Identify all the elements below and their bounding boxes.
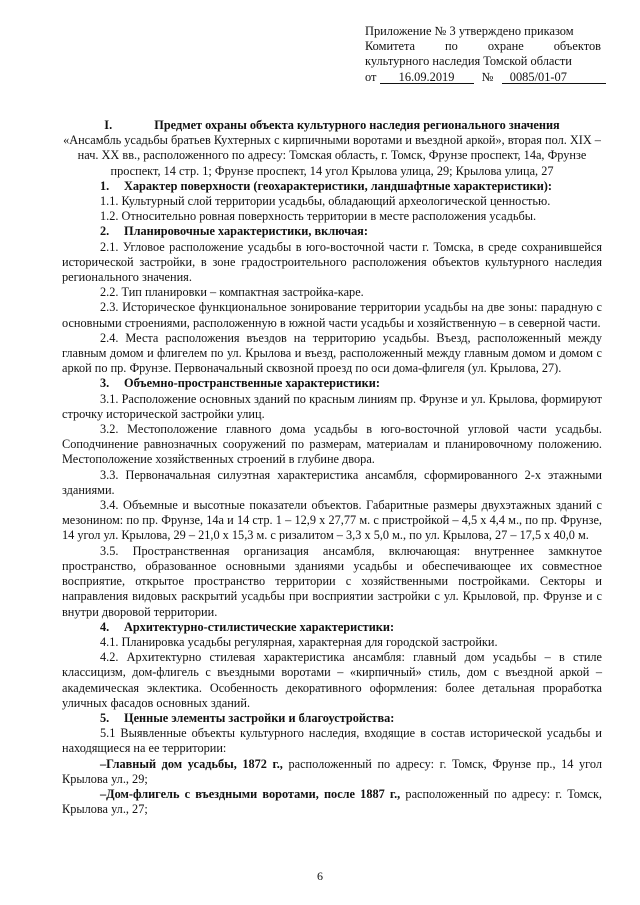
paragraph-3-3: 3.3. Первоначальная силуэтная характеристика ансамбля, сформированного 2-х этажными зданиями. xyxy=(62,467,602,497)
document-body xyxy=(62,118,602,817)
paragraph-4-2: 4.2. Архитектурно стилевая характеристика ансамбля: главный дом усадьбы – в стиле классицизм, дом-флигель с въездными воротами – «кирпичный» стиль, дом с въездной аркой – академическая эклектика. Особенность декоративного оформления: более детальная проработка уличных фасадов основных зданий. xyxy=(62,650,602,710)
main-title-text: Предмет охраны объекта культурного наследия регионального значения xyxy=(154,118,560,132)
approval-header xyxy=(365,24,601,85)
object-description: «Ансамбль усадьбы братьев Кухтерных с кирпичными воротами и въездной аркой», вторая пол. XIX – нач. XX вв., расположенного по адресу: Томская область, г. Томск, Фрунзе проспект, 14а, Фрунзе проспект, 14 стр. 1; Фрунзе проспект, 14 угол Крылова улица, 29; Крылова улица, 27 xyxy=(63,133,601,178)
heritage-item-1: –Главный дом усадьбы, 1872 г., расположенный по адресу: г. Томск, Фрунзе пр., 14 угол Крылова ул., 29; xyxy=(62,756,603,786)
section-2-heading: 2. Планировочные характеристики, включая: xyxy=(100,224,368,239)
main-title xyxy=(62,118,602,133)
paragraph-4-1: 4.1. Планировка усадьбы регулярная, характерная для городской застройки. xyxy=(100,634,498,649)
section-5-heading: 5. Ценные элементы застройки и благоустройства: xyxy=(100,710,395,725)
paragraph-1-1: 1.1. Культурный слой территории усадьбы, обладающий археологической ценностью. xyxy=(100,194,551,209)
section-3-heading: 3. Объемно-пространственные характеристики: xyxy=(100,376,380,391)
heritage-item-2: –Дом-флигель с въездными воротами, после 1887 г., расположенный по адресу: г. Томск, Крылова ул., 27; xyxy=(62,786,602,817)
paragraph-1-2: 1.2. Относительно ровная поверхность территории в месте расположения усадьбы. xyxy=(100,209,537,224)
paragraph-3-1: 3.1. Расположение основных зданий по красным линиям пр. Фрунзе и ул. Крылова, формируют строчку исторической застройки улиц. xyxy=(62,391,602,421)
order-number: 0085/01-07 xyxy=(502,70,606,84)
section-4-heading: 4. Архитектурно-стилистические характеристики: xyxy=(100,619,395,634)
paragraph-3-5: 3.5. Пространственная организация ансамбля, включающая: внутреннее замкнутое пространство, образованное основными зданиями усадьбы и обеспечивающее их совместное восприятие, открытое пространство территории с хозяйственными постройками. Секторы и направления видовых раскрытий усадьбы при восприятии застройки с ул. Крыловой, пр. Фрунзе и с внутри дворовой территории. xyxy=(62,543,602,619)
page-number: 6 xyxy=(317,869,323,883)
paragraph-3-4: 3.4. Объемные и высотные показатели объектов. Габаритные размеры двухэтажных зданий с мезонином: по пр. Фрунзе, 14а и 14 стр. 1 – 12,9 х 27,77 м. с пристройкой – 4,5 х 4,4 м., по пр. Фрунзе, 14 угол ул. Крылова, 29 – 21,0 х 15,3 м. с ризалитом – 3,3 х 5,0 м., по ул. Крылова, 27 – 17,5 х 40,0 м. xyxy=(62,498,602,543)
paragraph-2-1: 2.1. Угловое расположение усадьбы в юго-восточной части г. Томска, в среде сохранившейся исторической застройки, в зоне градостроительного расположения объектов культурного наследия регионального значения. xyxy=(62,239,602,285)
number-label: № xyxy=(481,69,494,84)
from-label: от xyxy=(365,69,377,84)
approval-line-3: культурного наследия Томской области xyxy=(365,54,572,69)
order-date: 16.09.2019 xyxy=(380,70,474,84)
paragraph-2-2: 2.2. Тип планировки – компактная застройка-каре. xyxy=(100,285,364,300)
paragraph-5-1: 5.1 Выявленные объекты культурного наследия, входящие в состав исторической усадьбы и находящиеся на ее территории: xyxy=(62,726,602,756)
approval-line-1: Приложение № 3 утверждено приказом xyxy=(365,24,574,38)
approval-date-line xyxy=(365,70,601,85)
paragraph-2-4: 2.4. Места расположения въездов на территорию усадьбы. Въезд, расположенный между главным домом и флигелем по ул. Крылова и въезд, расположенный между главным домом и домом с аркой по пр. Фрунзе. Первоначальный сквозной проезд по оси дома-флигеля (ул. Крылова, 27). xyxy=(62,330,602,376)
section-1-heading: 1. Характер поверхности (геохарактеристики, ландшафтные характеристики): xyxy=(100,178,552,193)
paragraph-2-3: 2.3. Историческое функциональное зонирование территории усадьбы на две зоны: парадную с основными строениями, расположенную в южной части усадьбы и хозяйственную – в северной части. xyxy=(62,300,602,330)
paragraph-3-2: 3.2. Местоположение главного дома усадьбы в юго-восточной угловой части усадьбы. Соподчинение равнозначных сооружений по размерам, материалам и планировочному положению. Местоположение хозяйственных строений в глубине двора. xyxy=(62,422,602,467)
approval-line-2: Комитета по охране объектов xyxy=(365,39,601,54)
main-title-number: I. xyxy=(104,118,113,132)
